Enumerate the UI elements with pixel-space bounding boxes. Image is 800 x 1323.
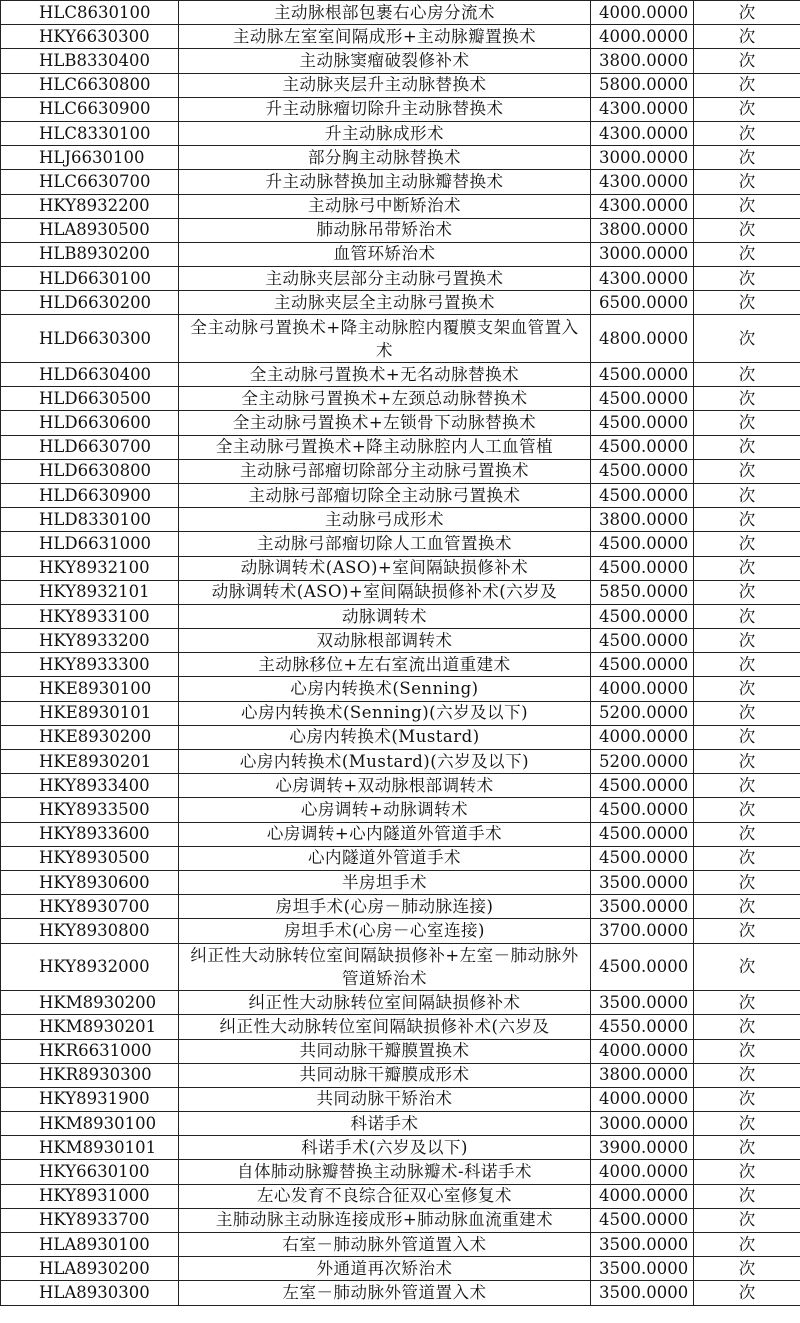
cell-price: 3500.0000 [591,1257,694,1281]
cell-price: 6500.0000 [591,291,694,315]
cell-name: 共同动脉干瓣膜置换术 [179,1039,591,1063]
cell-price: 3700.0000 [591,919,694,943]
table-row [1,1087,800,1111]
cell-price: 4500.0000 [591,774,694,798]
table-row [1,1160,800,1184]
cell-price: 4000.0000 [591,1,694,25]
cell-unit: 次 [694,363,800,387]
cell-name: 动脉调转术 [179,604,591,628]
cell-unit: 次 [694,580,800,604]
cell-name: 纠正性大动脉转位室间隔缺损修补+左室－肺动脉外管道矫治术 [179,943,591,991]
cell-unit: 次 [694,677,800,701]
cell-price: 3800.0000 [591,218,694,242]
cell-unit: 次 [694,1087,800,1111]
cell-code: HLA8930300 [1,1281,179,1305]
table-row [1,895,800,919]
table-row [1,1015,800,1039]
cell-price: 3800.0000 [591,508,694,532]
cell-unit: 次 [694,483,800,507]
table-row [1,750,800,774]
cell-name: 房坦手术(心房－心室连接) [179,919,591,943]
table-row [1,267,800,291]
cell-price: 4800.0000 [591,315,694,363]
cell-name: 共同动脉干瓣膜成形术 [179,1063,591,1087]
cell-name: 动脉调转术(ASO)+室间隔缺损修补术(六岁及 [179,580,591,604]
cell-code: HLB8330400 [1,49,179,73]
cell-name: 主动脉夹层部分主动脉弓置换术 [179,267,591,291]
cell-price: 3800.0000 [591,1063,694,1087]
table-row [1,483,800,507]
cell-price: 4000.0000 [591,1087,694,1111]
cell-price: 4500.0000 [591,411,694,435]
cell-price: 4500.0000 [591,604,694,628]
cell-code: HLD6630100 [1,267,179,291]
cell-unit: 次 [694,25,800,49]
cell-price: 5200.0000 [591,750,694,774]
cell-code: HKY8930600 [1,870,179,894]
cell-price: 3000.0000 [591,242,694,266]
cell-code: HLB8930200 [1,242,179,266]
cell-code: HKY8933300 [1,653,179,677]
cell-price: 4300.0000 [591,267,694,291]
cell-code: HKE8930200 [1,725,179,749]
cell-unit: 次 [694,532,800,556]
cell-unit: 次 [694,218,800,242]
cell-unit: 次 [694,1184,800,1208]
cell-code: HLA8930200 [1,1257,179,1281]
cell-code: HLC8330100 [1,121,179,145]
cell-name: 心房调转+心内隧道外管道手术 [179,822,591,846]
cell-name: 主动脉夹层全主动脉弓置换术 [179,291,591,315]
cell-unit: 次 [694,1281,800,1305]
table-row [1,1136,800,1160]
table-row [1,242,800,266]
cell-unit: 次 [694,870,800,894]
cell-price: 5800.0000 [591,73,694,97]
cell-unit: 次 [694,170,800,194]
cell-code: HLD6630900 [1,483,179,507]
cell-unit: 次 [694,1015,800,1039]
cell-name: 主动脉弓中断矫治术 [179,194,591,218]
cell-price: 4300.0000 [591,194,694,218]
cell-name: 半房坦手术 [179,870,591,894]
cell-price: 3500.0000 [591,1233,694,1257]
cell-unit: 次 [694,1257,800,1281]
table-row [1,97,800,121]
table-row [1,701,800,725]
table-row [1,459,800,483]
cell-name: 双动脉根部调转术 [179,629,591,653]
cell-unit: 次 [694,1233,800,1257]
cell-unit: 次 [694,556,800,580]
cell-code: HKR8930300 [1,1063,179,1087]
cell-unit: 次 [694,242,800,266]
table-row [1,1257,800,1281]
cell-unit: 次 [694,919,800,943]
table-row [1,315,800,363]
cell-name: 左室－肺动脉外管道置入术 [179,1281,591,1305]
cell-code: HKM8930100 [1,1112,179,1136]
cell-price: 4500.0000 [591,629,694,653]
cell-code: HLC6630700 [1,170,179,194]
cell-unit: 次 [694,411,800,435]
table-row [1,1,800,25]
cell-code: HKY8932000 [1,943,179,991]
table-row [1,1281,800,1305]
cell-price: 4500.0000 [591,943,694,991]
cell-name: 纠正性大动脉转位室间隔缺损修补术 [179,991,591,1015]
cell-name: 主动脉弓部瘤切除部分主动脉弓置换术 [179,459,591,483]
cell-code: HLD6630800 [1,459,179,483]
cell-price: 4500.0000 [591,483,694,507]
cell-code: HLD6630600 [1,411,179,435]
cell-code: HKY6630100 [1,1160,179,1184]
cell-name: 科诺手术 [179,1112,591,1136]
cell-unit: 次 [694,267,800,291]
cell-unit: 次 [694,73,800,97]
cell-unit: 次 [694,750,800,774]
cell-unit: 次 [694,49,800,73]
cell-price: 4550.0000 [591,1015,694,1039]
cell-name: 全主动脉弓置换术+无名动脉替换术 [179,363,591,387]
cell-price: 4500.0000 [591,363,694,387]
table-row [1,725,800,749]
table-row [1,49,800,73]
table-row [1,121,800,145]
cell-name: 心房内转换术(Senning) [179,677,591,701]
cell-code: HLA8930500 [1,218,179,242]
table-row [1,822,800,846]
table-row [1,653,800,677]
cell-unit: 次 [694,121,800,145]
cell-code: HKY8930700 [1,895,179,919]
table-row [1,604,800,628]
cell-price: 4000.0000 [591,25,694,49]
table-row [1,870,800,894]
cell-code: HLD6630400 [1,363,179,387]
table-row [1,943,800,991]
cell-unit: 次 [694,1063,800,1087]
table-row [1,1184,800,1208]
cell-name: 心房调转+双动脉根部调转术 [179,774,591,798]
table-row [1,291,800,315]
table-row [1,387,800,411]
table-row [1,1063,800,1087]
table-row [1,677,800,701]
cell-name: 纠正性大动脉转位室间隔缺损修补术(六岁及 [179,1015,591,1039]
cell-name: 心房内转换术(Mustard) [179,725,591,749]
cell-code: HKE8930201 [1,750,179,774]
cell-unit: 次 [694,1160,800,1184]
cell-name: 主动脉弓部瘤切除全主动脉弓置换术 [179,483,591,507]
cell-unit: 次 [694,435,800,459]
cell-code: HLJ6630100 [1,146,179,170]
cell-name: 升主动脉瘤切除升主动脉替换术 [179,97,591,121]
cell-price: 5200.0000 [591,701,694,725]
cell-price: 4500.0000 [591,653,694,677]
cell-price: 4000.0000 [591,1039,694,1063]
cell-name: 主动脉根部包裹右心房分流术 [179,1,591,25]
table-row [1,1208,800,1232]
table-row [1,1039,800,1063]
cell-unit: 次 [694,629,800,653]
cell-unit: 次 [694,1,800,25]
cell-name: 心房调转+动脉调转术 [179,798,591,822]
cell-name: 主动脉左室室间隔成形+主动脉瓣置换术 [179,25,591,49]
cell-code: HLC6630900 [1,97,179,121]
cell-unit: 次 [694,774,800,798]
cell-code: HKY8931000 [1,1184,179,1208]
cell-name: 部分胸主动脉替换术 [179,146,591,170]
cell-price: 5850.0000 [591,580,694,604]
cell-unit: 次 [694,291,800,315]
cell-price: 4000.0000 [591,1160,694,1184]
cell-code: HLD6630300 [1,315,179,363]
cell-price: 3500.0000 [591,870,694,894]
cell-name: 全主动脉弓置换术+左锁骨下动脉替换术 [179,411,591,435]
cell-price: 4300.0000 [591,121,694,145]
cell-price: 3500.0000 [591,895,694,919]
table-row [1,580,800,604]
cell-name: 主动脉移位+左右室流出道重建术 [179,653,591,677]
cell-unit: 次 [694,822,800,846]
cell-price: 3800.0000 [591,49,694,73]
cell-name: 全主动脉弓置换术+降主动脉腔内人工血管植 [179,435,591,459]
cell-name: 右室－肺动脉外管道置入术 [179,1233,591,1257]
cell-code: HLD6630500 [1,387,179,411]
cell-code: HLA8930100 [1,1233,179,1257]
table-row [1,508,800,532]
cell-name: 主动脉窦瘤破裂修补术 [179,49,591,73]
cell-price: 4000.0000 [591,725,694,749]
cell-price: 4500.0000 [591,556,694,580]
cell-unit: 次 [694,1208,800,1232]
table-row [1,73,800,97]
table-row [1,629,800,653]
cell-code: HKY8931900 [1,1087,179,1111]
table-row [1,411,800,435]
cell-name: 血管环矫治术 [179,242,591,266]
cell-code: HKY8933400 [1,774,179,798]
cell-name: 左心发育不良综合征双心室修复术 [179,1184,591,1208]
cell-price: 4500.0000 [591,459,694,483]
cell-price: 3500.0000 [591,1281,694,1305]
cell-unit: 次 [694,146,800,170]
cell-price: 4500.0000 [591,798,694,822]
cell-unit: 次 [694,387,800,411]
cell-unit: 次 [694,97,800,121]
cell-code: HLD6631000 [1,532,179,556]
cell-name: 心房内转换术(Mustard)(六岁及以下) [179,750,591,774]
cell-code: HLD6630200 [1,291,179,315]
cell-price: 3900.0000 [591,1136,694,1160]
table-row [1,218,800,242]
cell-name: 科诺手术(六岁及以下) [179,1136,591,1160]
cell-name: 心房内转换术(Senning)(六岁及以下) [179,701,591,725]
cell-unit: 次 [694,798,800,822]
cell-name: 肺动脉吊带矫治术 [179,218,591,242]
cell-code: HKY8933500 [1,798,179,822]
cell-code: HKM8930101 [1,1136,179,1160]
table-row [1,146,800,170]
cell-code: HKY8933100 [1,604,179,628]
cell-code: HKY8933700 [1,1208,179,1232]
cell-code: HLD6630700 [1,435,179,459]
cell-price: 4500.0000 [591,435,694,459]
cell-name: 外通道再次矫治术 [179,1257,591,1281]
cell-price: 4500.0000 [591,387,694,411]
cell-price: 4500.0000 [591,532,694,556]
cell-code: HKM8930201 [1,1015,179,1039]
fee-table-body [1,1,800,1306]
cell-price: 4000.0000 [591,1184,694,1208]
table-row [1,435,800,459]
cell-unit: 次 [694,459,800,483]
table-row [1,532,800,556]
table-row [1,194,800,218]
cell-name: 主动脉弓成形术 [179,508,591,532]
table-row [1,774,800,798]
cell-code: HKY8932200 [1,194,179,218]
cell-unit: 次 [694,194,800,218]
cell-name: 主动脉弓部瘤切除人工血管置换术 [179,532,591,556]
table-row [1,846,800,870]
cell-code: HKY8932101 [1,580,179,604]
table-row [1,556,800,580]
cell-unit: 次 [694,725,800,749]
cell-unit: 次 [694,991,800,1015]
cell-name: 主肺动脉主动脉连接成形+肺动脉血流重建术 [179,1208,591,1232]
cell-code: HKE8930101 [1,701,179,725]
table-row [1,1112,800,1136]
cell-name: 共同动脉干矫治术 [179,1087,591,1111]
cell-code: HKY8930800 [1,919,179,943]
cell-unit: 次 [694,315,800,363]
cell-name: 房坦手术(心房－肺动脉连接) [179,895,591,919]
cell-code: HLC8630100 [1,1,179,25]
cell-code: HLD8330100 [1,508,179,532]
table-row [1,798,800,822]
table-row [1,363,800,387]
table-row [1,991,800,1015]
cell-unit: 次 [694,701,800,725]
cell-code: HKY8932100 [1,556,179,580]
cell-price: 4500.0000 [591,822,694,846]
cell-price: 3000.0000 [591,1112,694,1136]
cell-unit: 次 [694,508,800,532]
cell-name: 心内隧道外管道手术 [179,846,591,870]
cell-price: 3500.0000 [591,991,694,1015]
cell-price: 4300.0000 [591,170,694,194]
cell-code: HKY8933200 [1,629,179,653]
cell-code: HKY6630300 [1,25,179,49]
cell-unit: 次 [694,1136,800,1160]
cell-unit: 次 [694,653,800,677]
cell-unit: 次 [694,1039,800,1063]
cell-code: HLC6630800 [1,73,179,97]
cell-code: HKY8933600 [1,822,179,846]
table-row [1,170,800,194]
table-row [1,1233,800,1257]
cell-code: HKY8930500 [1,846,179,870]
cell-unit: 次 [694,943,800,991]
table-row [1,919,800,943]
cell-unit: 次 [694,846,800,870]
cell-name: 全主动脉弓置换术+降主动脉腔内覆膜支架血管置入术 [179,315,591,363]
cell-price: 4300.0000 [591,97,694,121]
cell-unit: 次 [694,604,800,628]
cell-price: 3000.0000 [591,146,694,170]
cell-name: 自体肺动脉瓣替换主动脉瓣术-科诺手术 [179,1160,591,1184]
cell-code: HKM8930200 [1,991,179,1015]
cell-price: 4000.0000 [591,677,694,701]
cell-name: 全主动脉弓置换术+左颈总动脉替换术 [179,387,591,411]
cell-unit: 次 [694,1112,800,1136]
cell-name: 升主动脉替换加主动脉瓣替换术 [179,170,591,194]
cell-unit: 次 [694,895,800,919]
cell-name: 主动脉夹层升主动脉替换术 [179,73,591,97]
table-row [1,25,800,49]
cell-code: HKE8930100 [1,677,179,701]
cell-code: HKR6631000 [1,1039,179,1063]
cell-name: 动脉调转术(ASO)+室间隔缺损修补术 [179,556,591,580]
cell-name: 升主动脉成形术 [179,121,591,145]
cell-price: 4500.0000 [591,1208,694,1232]
cell-price: 4500.0000 [591,846,694,870]
